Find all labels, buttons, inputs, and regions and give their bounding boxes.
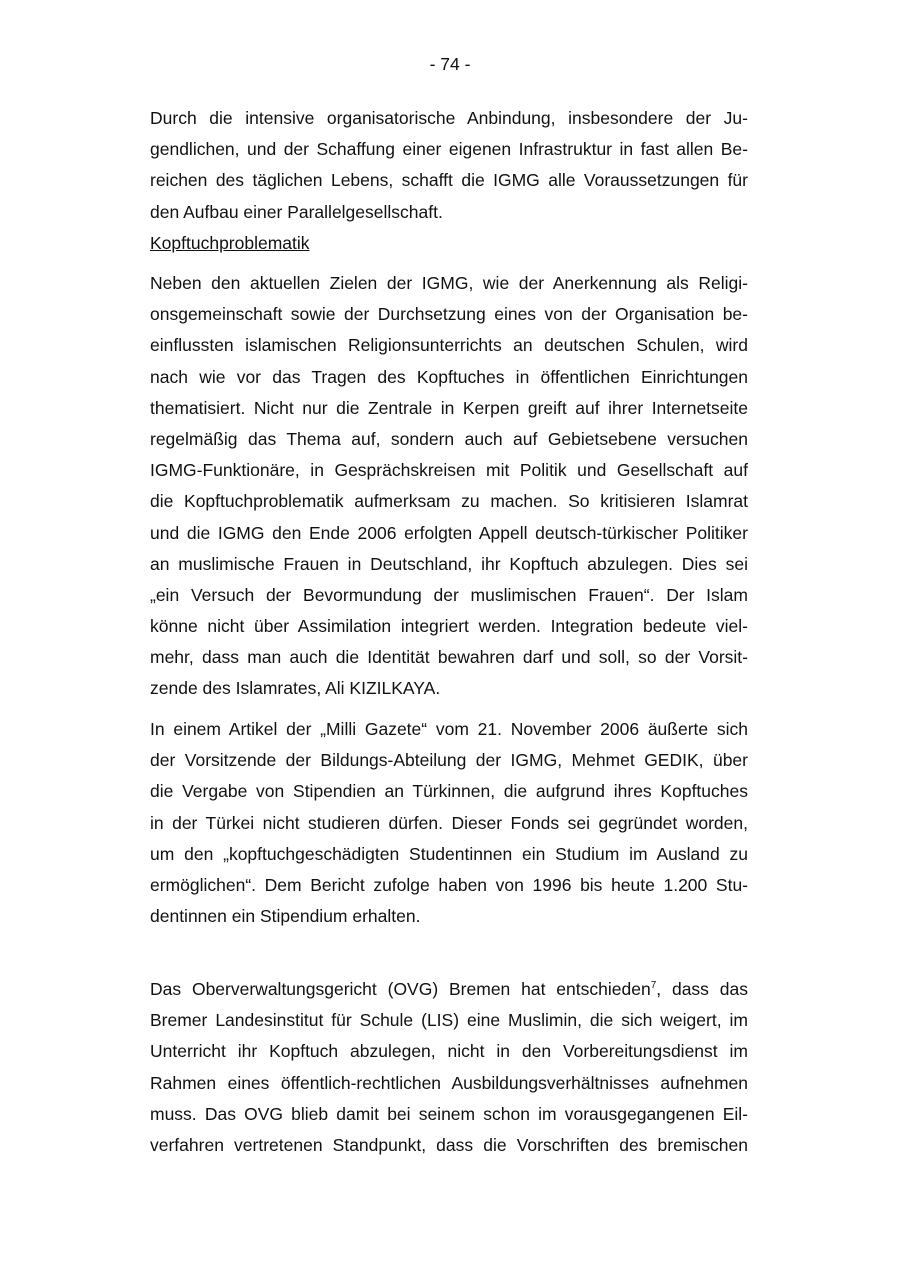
page-number: - 74 - bbox=[429, 54, 471, 74]
text-line: an muslimische Frauen in Deutschland, ihr Kopftuch abzulegen. Dies sei bbox=[150, 553, 748, 574]
paragraph-ovg-bremen bbox=[150, 974, 748, 1161]
text-line: regelmäßig das Thema auf, sondern auch auf Gebietsebene versuchen bbox=[150, 428, 748, 449]
text-line: dentinnen ein Stipendium erhalten. bbox=[150, 906, 421, 927]
footnote-reference[interactable]: 7 bbox=[650, 980, 657, 992]
text-line: verfahren vertretenen Standpunkt, dass die Vorschriften des bremischen bbox=[150, 1134, 748, 1155]
text-fragment: , dass das bbox=[656, 979, 748, 999]
text-line: nach wie vor das Tragen des Kopftuches in öffentlichen Einrichtungen bbox=[150, 366, 748, 387]
text-line: den Aufbau einer Parallelgesellschaft. bbox=[150, 201, 443, 222]
text-line: „ein Versuch der Bevormundung der muslimischen Frauen“. Der Islam bbox=[150, 584, 748, 605]
text-line: der Vorsitzende der Bildungs-Abteilung der IGMG, Mehmet GEDIK, über bbox=[150, 750, 748, 771]
paragraph-kopftuch-ziele bbox=[150, 268, 748, 705]
text-line: die Kopftuchproblematik aufmerksam zu machen. So kritisieren Islamrat bbox=[150, 491, 748, 512]
text-line: reichen des täglichen Lebens, schafft die IGMG alle Voraussetzungen für bbox=[150, 170, 748, 191]
text-line: könne nicht über Assimilation integriert werden. Integration bedeute viel- bbox=[150, 616, 748, 637]
text-line: IGMG-Funktionäre, in Gesprächskreisen mit Politik und Gesellschaft auf bbox=[150, 460, 748, 481]
text-line: und die IGMG den Ende 2006 erfolgten Appell deutsch-türkischer Politiker bbox=[150, 522, 748, 543]
text-line: muss. Das OVG blieb damit bei seinem schon im vorausgegangenen Eil- bbox=[150, 1103, 748, 1124]
text-fragment: Das Oberverwaltungsgericht (OVG) Bremen hat entschieden bbox=[150, 979, 651, 999]
text-line: mehr, dass man auch die Identität bewahren darf und soll, so der Vorsit- bbox=[150, 647, 748, 668]
text-line: in der Türkei nicht studieren dürfen. Dieser Fonds sei gegründet worden, bbox=[150, 812, 748, 833]
text-line: gendlichen, und der Schaffung einer eigenen Infrastruktur in fast allen Be- bbox=[150, 139, 748, 160]
text-line: Neben den aktuellen Zielen der IGMG, wie der Anerkennung als Religi- bbox=[150, 273, 748, 293]
paragraph-parallelgesellschaft bbox=[150, 103, 748, 228]
section-heading: Kopftuchproblematik bbox=[150, 233, 310, 253]
text-line: die Vergabe von Stipendien an Türkinnen, die aufgrund ihres Kopftuches bbox=[150, 781, 748, 802]
text-line: ermöglichen“. Dem Bericht zufolge haben von 1996 bis heute 1.200 Stu- bbox=[150, 874, 748, 895]
text-line: um den „kopftuchgeschädigten Studentinnen ein Studium im Ausland zu bbox=[150, 843, 748, 864]
text-line: thematisiert. Nicht nur die Zentrale in Kerpen greift auf ihrer Internetseite bbox=[150, 397, 748, 418]
text-line: Bremer Landesinstitut für Schule (LIS) eine Muslimin, die sich weigert, im bbox=[150, 1010, 748, 1031]
text-line: In einem Artikel der „Milli Gazete“ vom 21. November 2006 äußerte sich bbox=[150, 719, 748, 739]
text-line: onsgemeinschaft sowie der Durchsetzung eines von der Organisation be- bbox=[150, 304, 748, 325]
text-line: Rahmen eines öffentlich-rechtlichen Ausbildungsverhältnisses aufnehmen bbox=[150, 1072, 748, 1093]
text-line: zende des Islamrates, Ali KIZILKAYA. bbox=[150, 678, 441, 699]
text-line: Unterricht ihr Kopftuch abzulegen, nicht in den Vorbereitungsdienst im bbox=[150, 1041, 748, 1062]
paragraph-milli-gazete bbox=[150, 714, 748, 932]
text-line: einflussten islamischen Religionsunterrichts an deutschen Schulen, wird bbox=[150, 335, 748, 356]
text-line bbox=[150, 974, 748, 1005]
text-line: Durch die intensive organisatorische Anbindung, insbesondere der Ju- bbox=[150, 108, 748, 128]
